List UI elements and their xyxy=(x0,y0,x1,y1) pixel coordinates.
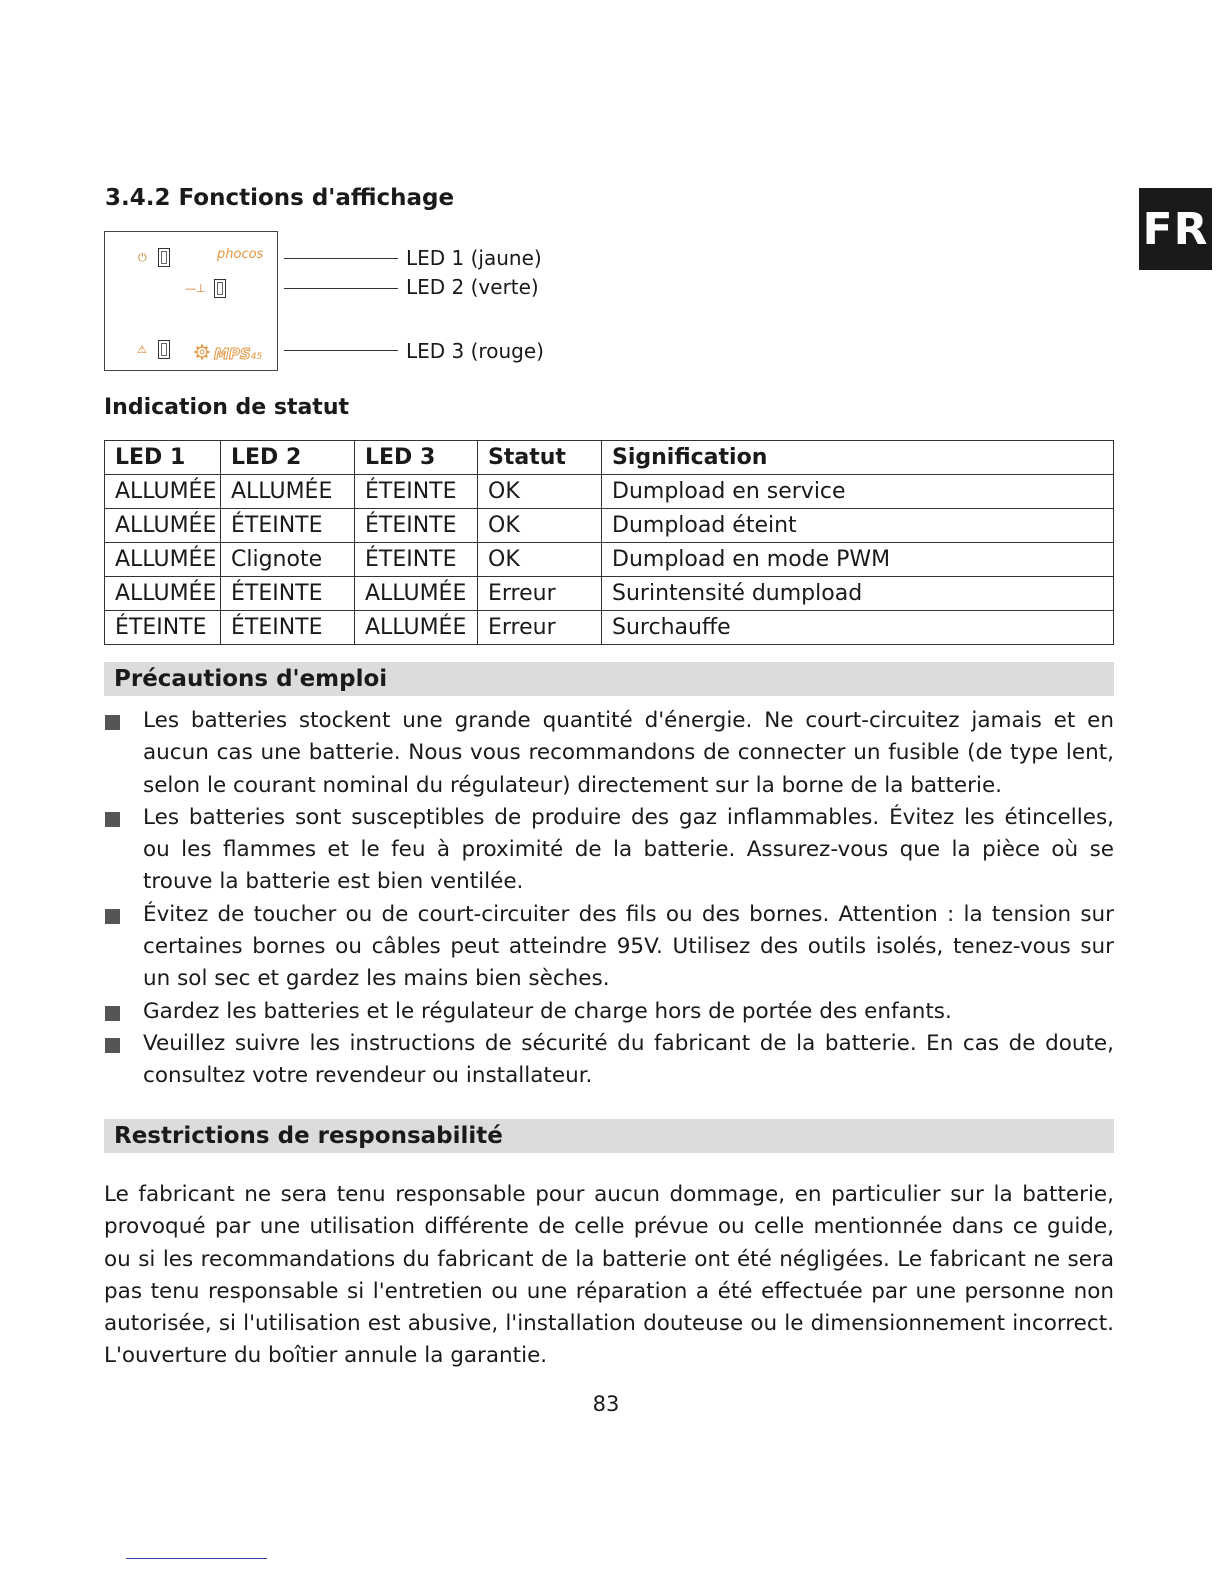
table-header-cell: Statut xyxy=(478,441,602,475)
table-cell: ALLUMÉE xyxy=(105,475,221,509)
table-cell: ÉTEINTE xyxy=(355,509,478,543)
footnote-rule xyxy=(126,1558,267,1559)
bullet-square-icon xyxy=(105,715,120,730)
table-row xyxy=(105,543,1114,577)
liability-heading: Restrictions de responsabilité xyxy=(104,1119,1114,1153)
table-row xyxy=(105,475,1114,509)
led-3-label: LED 3 (rouge) xyxy=(406,339,544,363)
section-title: 3.4.2 Fonctions d'affichage xyxy=(105,185,455,211)
table-cell: ALLUMÉE xyxy=(105,577,221,611)
list-item xyxy=(104,802,1114,899)
list-item xyxy=(104,899,1114,996)
list-item xyxy=(104,996,1114,1028)
table-cell: Dumpload en mode PWM xyxy=(602,543,1114,577)
table-cell: ALLUMÉE xyxy=(355,577,478,611)
table-row xyxy=(105,577,1114,611)
callout-line-led-1 xyxy=(284,258,398,259)
led-2-label: LED 2 (verte) xyxy=(406,275,539,299)
table-header-cell: LED 1 xyxy=(105,441,221,475)
table-cell: ÉTEINTE xyxy=(355,543,478,577)
table-cell: Dumpload éteint xyxy=(602,509,1114,543)
led-3-indicator xyxy=(158,340,170,359)
brand-mps-logo: MPS45 xyxy=(214,345,263,363)
table-cell: ALLUMÉE xyxy=(105,543,221,577)
list-item xyxy=(104,1028,1114,1093)
page-number: 83 xyxy=(592,1392,620,1416)
bullet-square-icon xyxy=(105,812,120,827)
table-cell: OK xyxy=(478,475,602,509)
table-cell: Erreur xyxy=(478,611,602,645)
list-item-text: Évitez de toucher ou de court-circuiter des fils ou des bornes. Attention : la tension sur certaines bornes ou câbles peut atteindre 95V. Utilisez des outils isolés, tenez-vous sur un sol sec et gardez les mains bien sèches. xyxy=(143,901,1114,992)
precautions-heading: Précautions d'emploi xyxy=(104,662,1114,696)
table-row xyxy=(105,611,1114,645)
precautions-list xyxy=(104,705,1114,1093)
table-cell: Surintensité dumpload xyxy=(602,577,1114,611)
table-header-cell: Signification xyxy=(602,441,1114,475)
table-cell: OK xyxy=(478,543,602,577)
table-header-cell: LED 2 xyxy=(221,441,355,475)
list-item-text: Les batteries sont susceptibles de produire des gaz inflammables. Évitez les étincelles, ou les flammes et le feu à proximité de la batterie. Assurez-vous que la pièce où se trouve la batterie est bien ventilée. xyxy=(143,804,1114,895)
liability-paragraph: Le fabricant ne sera tenu responsable pour aucun dommage, en particulier sur la batterie, provoqué par une utilisation différente de celle prévue ou celle mentionnée dans ce guide, ou si les recommandations du fabricant de la batterie ont été négligées. Le fabricant ne sera pas tenu responsable si l'entretien ou une réparation a été effectuée par une personne non autorisée, si l'utilisation est abusive, l'installation douteuse ou le dimensionnement incorrect. L'ouverture du boîtier annule la garantie. xyxy=(104,1182,1114,1369)
table-cell: ÉTEINTE xyxy=(221,611,355,645)
led-1-label: LED 1 (jaune) xyxy=(406,246,542,270)
load-icon: —⊥ xyxy=(185,282,206,295)
list-item-text: Gardez les batteries et le régulateur de charge hors de portée des enfants. xyxy=(143,998,952,1024)
table-cell: Surchauffe xyxy=(602,611,1114,645)
bullet-square-icon xyxy=(105,909,120,924)
table-cell: ALLUMÉE xyxy=(355,611,478,645)
table-cell: Clignote xyxy=(221,543,355,577)
table-cell: ÉTEINTE xyxy=(221,577,355,611)
table-cell: ALLUMÉE xyxy=(221,475,355,509)
bullet-square-icon xyxy=(105,1038,120,1053)
table-cell: Dumpload en service xyxy=(602,475,1114,509)
table-cell: OK xyxy=(478,509,602,543)
table-cell: Erreur xyxy=(478,577,602,611)
table-header-cell: LED 3 xyxy=(355,441,478,475)
led-2-indicator xyxy=(214,279,226,298)
status-table xyxy=(104,440,1114,645)
status-heading: Indication de statut xyxy=(104,395,349,420)
table-cell: ALLUMÉE xyxy=(105,509,221,543)
table-cell: ÉTEINTE xyxy=(221,509,355,543)
brand-phocos-logo: phocos xyxy=(217,247,264,262)
power-icon: ⏻ xyxy=(138,251,147,264)
table-header-row xyxy=(105,441,1114,475)
list-item-text: Veuillez suivre les instructions de sécurité du fabricant de la batterie. En cas de doute, consultez votre revendeur ou installateur. xyxy=(143,1030,1114,1089)
list-item-text: Les batteries stockent une grande quantité d'énergie. Ne court-circuitez jamais et en aucun cas une batterie. Nous vous recommandons de connecter un fusible (de type lent, selon le courant nominal du régulateur) directement sur la borne de la batterie. xyxy=(143,708,1114,798)
table-row xyxy=(105,509,1114,543)
device-front-panel xyxy=(104,231,278,371)
callout-line-led-3 xyxy=(284,350,398,351)
led-1-indicator xyxy=(158,248,170,267)
bullet-square-icon xyxy=(105,1006,120,1021)
table-cell: ÉTEINTE xyxy=(355,475,478,509)
language-tab: FR xyxy=(1139,188,1212,270)
table-cell: ÉTEINTE xyxy=(105,611,221,645)
list-item xyxy=(104,705,1114,802)
callout-line-led-2 xyxy=(284,288,398,289)
gear-icon xyxy=(194,344,210,360)
warning-icon: ⚠ xyxy=(137,343,147,356)
